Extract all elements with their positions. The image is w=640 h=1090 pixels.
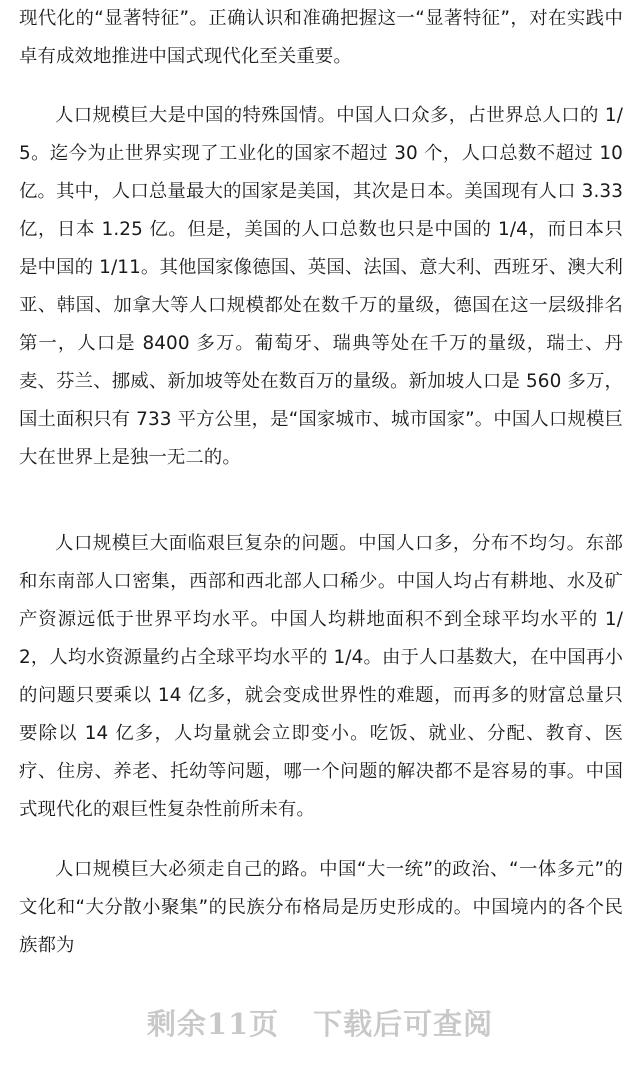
download-banner[interactable] (0, 1002, 640, 1043)
paragraph-3: 人口规模巨大面临艰巨复杂的问题。中国人口多，分布不均匀。东部和东南部人口密集，西部和西北部人口稀少。中国人均占有耕地、水及矿产资源远低于世界平均水平。中国人均耕地面积不到全球平均水平的 1/2，人均水资源量约占全球平均水平的 1/4。由于人口基数大，在中国再小的问题只要乘以 14 亿多，就会变成世界性的难题，而再多的财富总量只要除以 14 亿多，人均量就会立即变小。吃饭、就业、分配、教育、医疗、住房、养老、托幼等问题，哪一个问题的解决都不是容易的事。中国式现代化的艰巨性复杂性前所未有。 (19, 533, 623, 820)
download-prompt-label[interactable]: 下载后可查阅 (313, 1007, 494, 1041)
remaining-pages-label: 剩余11页 (146, 1007, 280, 1041)
paragraph-1: 现代化的“显著特征”。正确认识和准确把握这一“显著特征”，对在实践中卓有成效地推进中国式现代化至关重要。 (19, 8, 623, 67)
paragraph-2: 人口规模巨大是中国的特殊国情。中国人口众多，占世界总人口的 1/5。迄今为止世界实现了工业化的国家不超过 30 个，人口总数不超过 10 亿。其中，人口总量最大的国家是美国，其次是日本。美国现有人口 3.33 亿，日本 1.25 亿。但是，美国的人口总数也只是中国的 1/4，而日本只是中国的 1/11。其他国家像德国、英国、法国、意大利、西班牙、澳大利亚、韩国、加拿大等人口规模都处在数千万的量级，德国在这一层级排名第一，人口是 8400 多万。葡萄牙、瑞典等处在千万的量级，瑞士、丹麦、芬兰、挪威、新加坡等处在数百万的量级。新加坡人口是 560 多万，国土面积只有 733 平方公里，是“国家城市、城市国家”。中国人口规模巨大在世界上是独一无二的。 (19, 105, 623, 468)
paragraph-4: 人口规模巨大必须走自己的路。中国“大一统”的政治、“一体多元”的文化和“大分散小聚集”的民族分布格局是历史形成的。中国境内的各个民族都为 (19, 859, 623, 956)
